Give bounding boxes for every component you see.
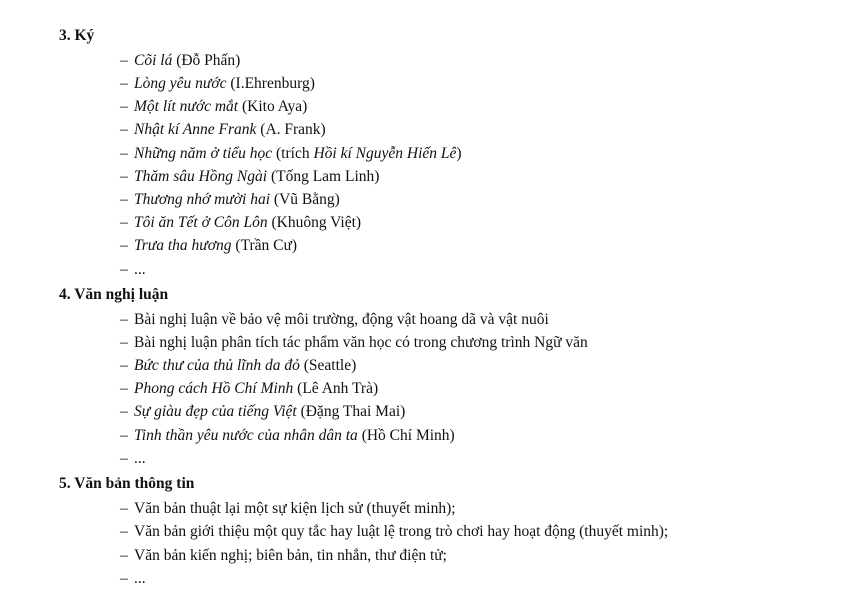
list-item: – ... [120, 570, 146, 587]
list-item: – Bài nghị luận phân tích tác phẩm văn học có trong chương trình Ngữ văn [120, 334, 588, 351]
list-item: – Phong cách Hồ Chí Minh (Lê Anh Trà) [120, 380, 379, 397]
bullet-dash: – [120, 403, 128, 420]
section-heading-van-nghi-luan: 4. Văn nghị luận [59, 286, 169, 303]
bullet-dash: – [120, 214, 128, 231]
list-item: – Văn bản giới thiệu một quy tắc hay luật lệ trong trò chơi hay hoạt động (thuyết minh); [120, 523, 669, 540]
list-item: – Sự giàu đẹp của tiếng Việt (Đặng Thai Mai) [120, 403, 406, 420]
list-item: – Bức thư của thủ lĩnh da đỏ (Seattle) [120, 357, 357, 374]
list-item: – Những năm ở tiểu học (trích Hồi kí Nguyễn Hiến Lê) [120, 145, 462, 162]
bullet-dash: – [120, 380, 128, 397]
bullet-dash: – [120, 500, 128, 517]
bullet-dash: – [120, 334, 128, 351]
section-heading-ky: 3. Ký [59, 27, 95, 44]
bullet-dash: – [120, 191, 128, 208]
bullet-dash: – [120, 121, 128, 138]
bullet-dash: – [120, 311, 128, 328]
bullet-dash: – [120, 168, 128, 185]
bullet-dash: – [120, 357, 128, 374]
list-item: – Thăm sâu Hồng Ngài (Tống Lam Linh) [120, 168, 380, 185]
bullet-dash: – [120, 427, 128, 444]
list-item: – ... [120, 450, 146, 467]
bullet-dash: – [120, 98, 128, 115]
bullet-dash: – [120, 52, 128, 69]
bullet-dash: – [120, 450, 128, 467]
list-item: – Trưa tha hương (Trần Cư) [120, 237, 298, 254]
section-heading-van-ban-thong-tin: 5. Văn bản thông tin [59, 475, 195, 492]
bullet-dash: – [120, 145, 128, 162]
list-item: – Tôi ăn Tết ở Côn Lôn (Khuông Việt) [120, 214, 362, 231]
list-item: – Văn bản kiến nghị; biên bản, tin nhắn, thư điện tử; [120, 547, 447, 564]
list-item: – Cõi lá (Đỗ Phấn) [120, 52, 241, 69]
list-item: – Tinh thần yêu nước của nhân dân ta (Hồ Chí Minh) [120, 427, 455, 444]
bullet-dash: – [120, 237, 128, 254]
list-item: – Bài nghị luận về bảo vệ môi trường, động vật hoang dã và vật nuôi [120, 311, 549, 328]
list-item: – Văn bản thuật lại một sự kiện lịch sử (thuyết minh); [120, 500, 456, 517]
list-item: – ... [120, 261, 146, 278]
list-item: – Một lít nước mắt (Kito Aya) [120, 98, 308, 115]
list-item: – Nhật kí Anne Frank (A. Frank) [120, 121, 326, 138]
list-item: – Lòng yêu nước (I.Ehrenburg) [120, 75, 315, 92]
bullet-dash: – [120, 261, 128, 278]
list-item: – Thương nhớ mười hai (Vũ Bằng) [120, 191, 340, 208]
bullet-dash: – [120, 75, 128, 92]
bullet-dash: – [120, 523, 128, 540]
bullet-dash: – [120, 570, 128, 587]
bullet-dash: – [120, 547, 128, 564]
